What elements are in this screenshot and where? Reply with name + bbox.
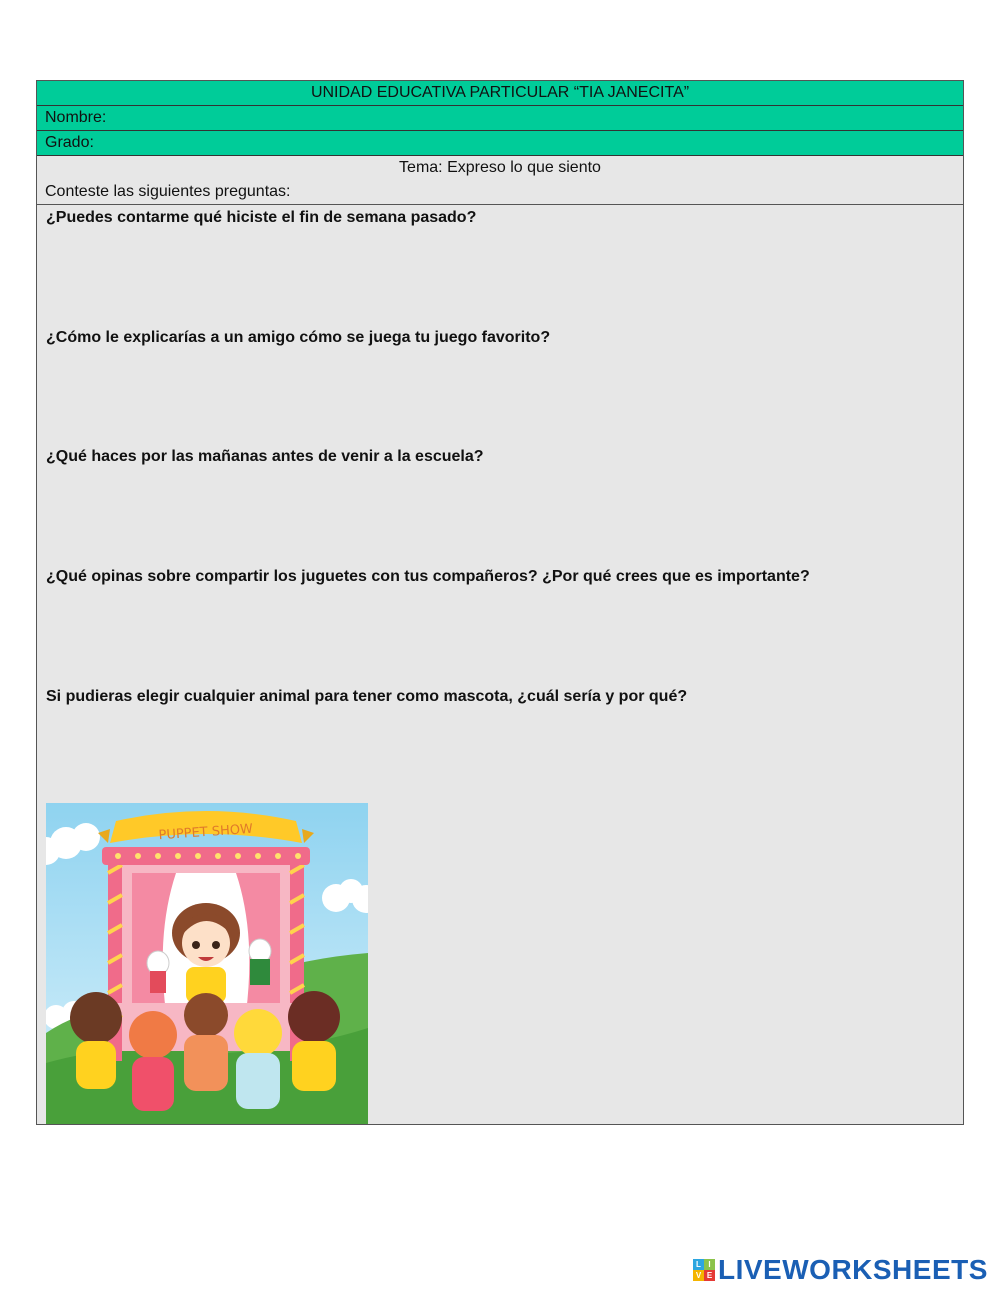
logo-text: LIVEWORKSHEETS [718, 1254, 988, 1285]
question-4: ¿Qué opinas sobre compartir los juguetes con tus compañeros? ¿Por qué crees que es importante? [46, 568, 810, 585]
banner-text: PUPPET SHOW [158, 821, 254, 844]
liveworksheets-logo[interactable] [693, 1255, 988, 1285]
worksheet [36, 80, 964, 1125]
school-title: UNIDAD EDUCATIVA PARTICULAR “TIA JANECITA” [37, 81, 963, 106]
instruction-text: Conteste las siguientes preguntas: [45, 183, 291, 200]
question-2: ¿Cómo le explicarías a un amigo cómo se juega tu juego favorito? [46, 329, 551, 346]
question-1: ¿Puedes contarme qué hiciste el fin de semana pasado? [46, 209, 477, 226]
question-5: Si pudieras elegir cualquier animal para tener como mascota, ¿cuál sería y por qué? [46, 688, 688, 705]
questions-area [37, 205, 963, 1124]
puppet-show-illustration [46, 803, 368, 1124]
grade-field[interactable]: Grado: [37, 131, 963, 156]
logo-mark-icon: L I V E [693, 1259, 715, 1281]
topic-section [37, 156, 963, 205]
question-3: ¿Qué haces por las mañanas antes de venir a la escuela? [46, 448, 484, 465]
puppet-show-image [46, 803, 368, 1124]
name-field[interactable]: Nombre: [37, 106, 963, 131]
topic-title: Tema: Expreso lo que siento [399, 159, 601, 176]
